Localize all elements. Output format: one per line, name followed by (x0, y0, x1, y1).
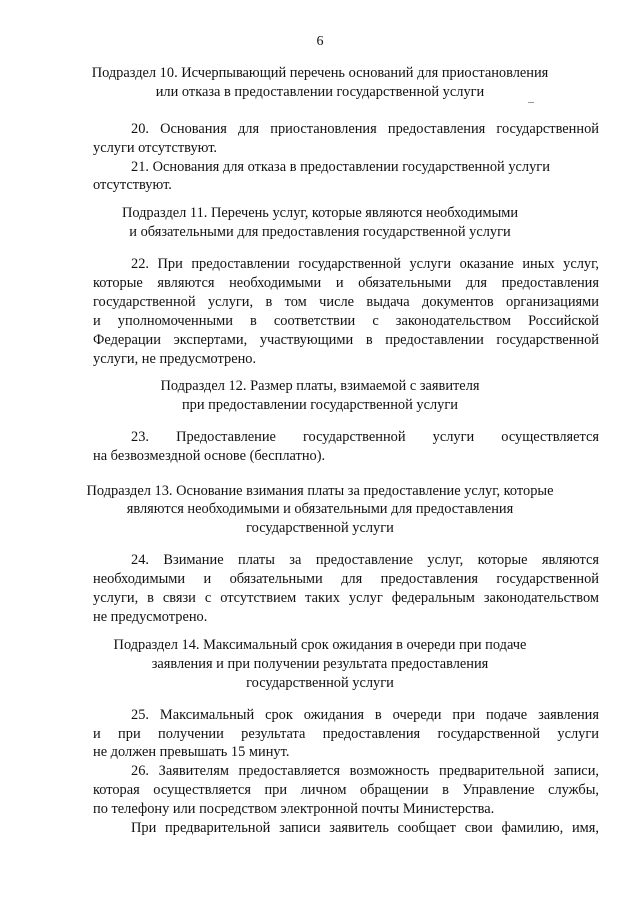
section-heading-line: Подраздел 13. Основание взимания платы за предоставление услуг, которые (86, 483, 554, 499)
paragraph-line: на безвозмездной основе (бесплатно). (93, 448, 326, 464)
paragraph-line: 21. Основания для отказа в предоставлении государственной услуги (131, 159, 550, 175)
scan-mark (528, 102, 534, 103)
paragraph-line: услуги, не предусмотрено. (93, 351, 257, 367)
paragraph-line: не должен превышать 15 минут. (93, 744, 290, 760)
paragraph-line: 23. Предоставление государственной услуги осуществляется (131, 429, 599, 445)
paragraph-line: по телефону или посредством электронной почты Министерства. (93, 801, 495, 817)
section-heading-line: Подраздел 10. Исчерпывающий перечень оснований для приостановления (91, 65, 549, 81)
paragraph-line: и уполномоченными в соответствии с законодательством Российской (93, 313, 599, 329)
paragraph-line: Федерации экспертами, участвующими в предоставлении государственной (93, 332, 599, 348)
paragraph-line: 20. Основания для приостановления предоставления государственной (131, 121, 599, 137)
paragraph-line: отсутствуют. (93, 177, 172, 193)
paragraph-line: необходимыми и обязательными для предоставления государственной (93, 571, 599, 587)
section-heading-line: заявления и при получении результата предоставления (151, 656, 489, 672)
section-heading-line: Подраздел 14. Максимальный срок ожидания в очереди при подаче (113, 637, 527, 653)
paragraph-line: При предварительной записи заявитель сообщает свои фамилию, имя, (131, 820, 599, 836)
paragraph-line: не предусмотрено. (93, 609, 208, 625)
section-heading-line: являются необходимыми и обязательными для предоставления (126, 501, 514, 517)
paragraph-line: и при получении результата предоставления государственной услуги (93, 726, 599, 742)
section-heading-line: при предоставлении государственной услуги (181, 397, 458, 413)
section-heading-line: или отказа в предоставлении государственной услуги (155, 84, 485, 100)
paragraph-line: 26. Заявителям предоставляется возможность предварительной записи, (131, 763, 599, 779)
paragraph-line: услуги, в связи с отсутствием таких услуг федеральным законодательством (93, 590, 599, 606)
paragraph-line: 24. Взимание платы за предоставление услуг, которые являются (131, 552, 599, 568)
paragraph-line: государственной услуги, в том числе выдача документов организациями (93, 294, 599, 310)
paragraph-line: которая осуществляется при личном обращении в Управление службы, (93, 782, 599, 798)
paragraph-line: 25. Максимальный срок ожидания в очереди при подаче заявления (131, 707, 599, 723)
section-heading-line: Подраздел 12. Размер платы, взимаемой с заявителя (160, 378, 480, 394)
page-number: 6 (316, 34, 324, 49)
paragraph-line: которые являются необходимыми и обязательными для предоставления (93, 275, 599, 291)
section-heading-line: государственной услуги (246, 520, 394, 536)
section-heading-line: и обязательными для предоставления государственной услуги (129, 224, 511, 240)
section-heading-line: государственной услуги (246, 675, 394, 691)
section-heading-line: Подраздел 11. Перечень услуг, которые являются необходимыми (121, 205, 519, 221)
paragraph-line: 22. При предоставлении государственной услуги оказание иных услуг, (131, 256, 599, 272)
paragraph-line: услуги отсутствуют. (93, 140, 218, 156)
